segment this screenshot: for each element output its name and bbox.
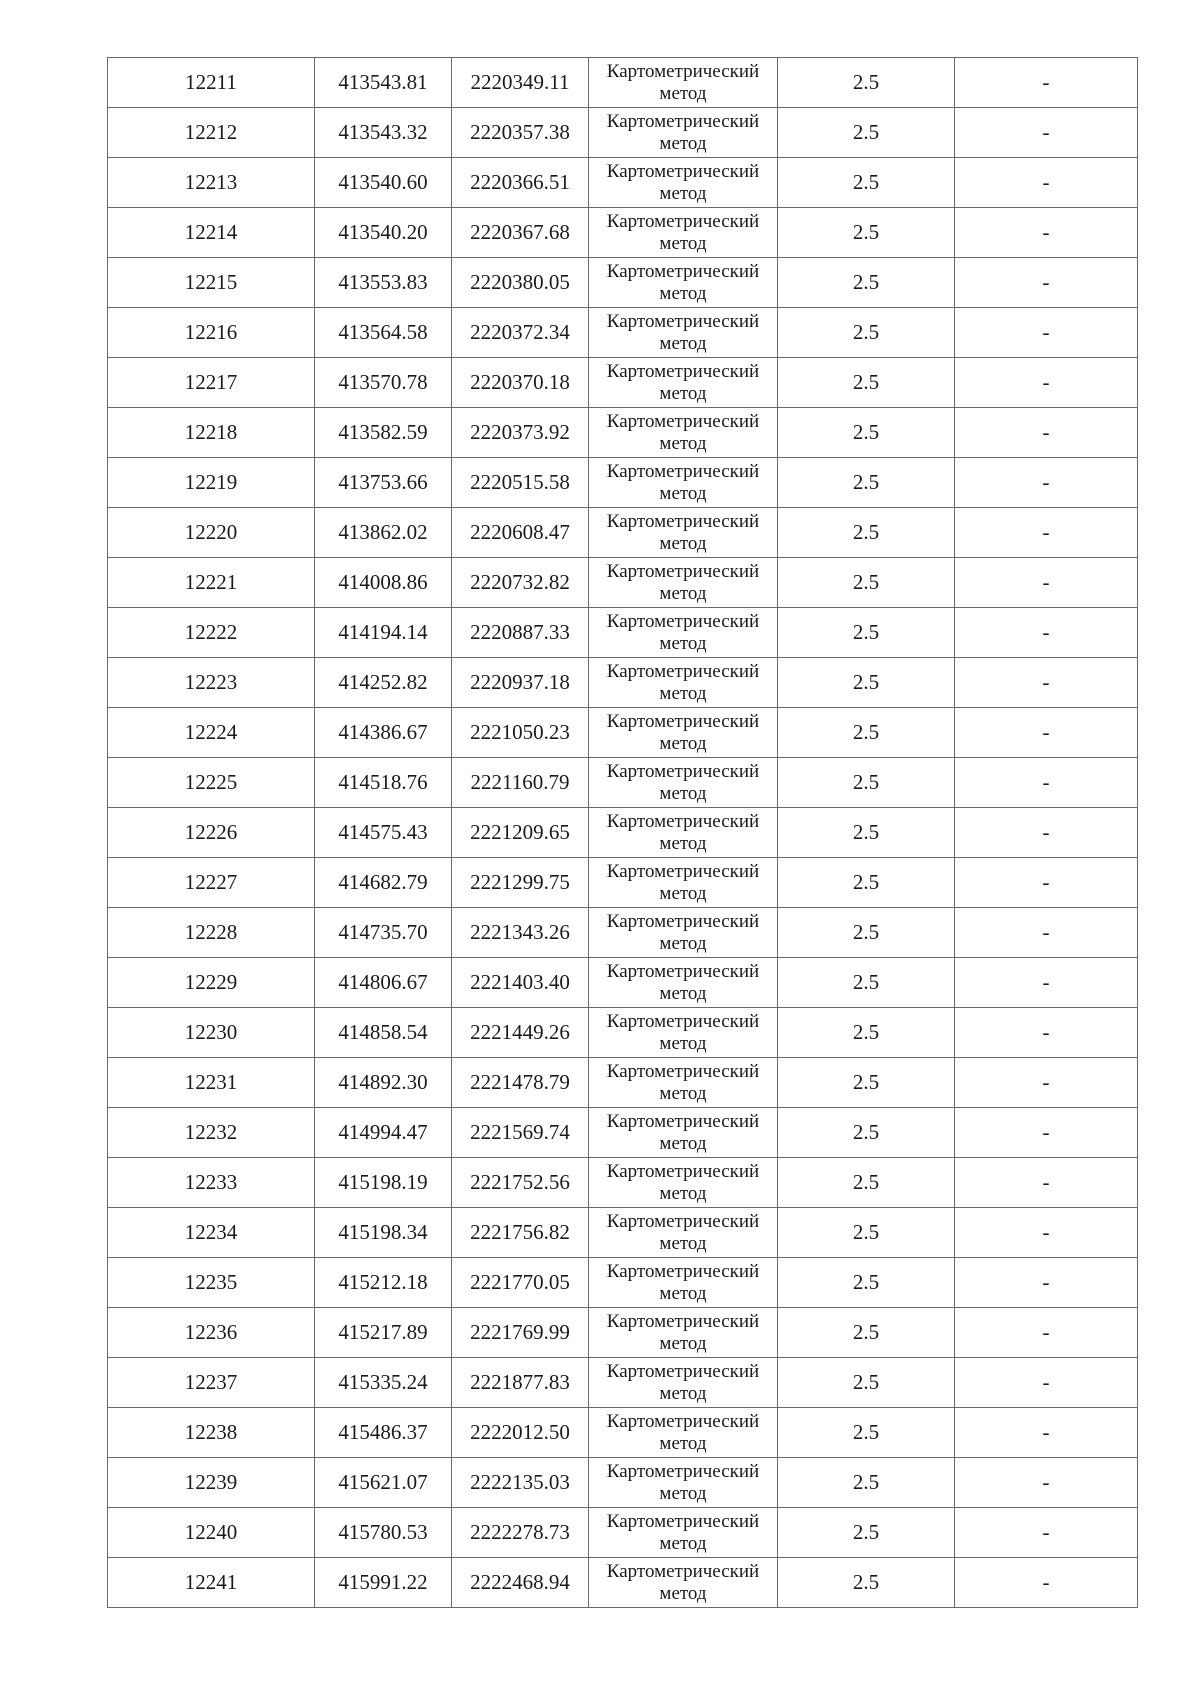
method-cell [589, 858, 778, 908]
table-row [108, 1258, 1138, 1308]
method-line-2: метод [659, 883, 707, 904]
x-coordinate-cell: 414735.70 [315, 908, 452, 958]
y-coordinate-cell: 2221756.82 [452, 1208, 589, 1258]
method-line-1: Картометрический [606, 1511, 760, 1532]
accuracy-cell: 2.5 [778, 908, 955, 958]
note-cell: - [955, 1158, 1138, 1208]
y-coordinate-cell: 2220367.68 [452, 208, 589, 258]
method-line-1: Картометрический [606, 1211, 760, 1232]
accuracy-cell: 2.5 [778, 808, 955, 858]
y-coordinate-cell: 2221160.79 [452, 758, 589, 808]
method-line-1: Картометрический [606, 461, 760, 482]
y-coordinate-cell: 2220366.51 [452, 158, 589, 208]
method-line-1: Картометрический [606, 1011, 760, 1032]
x-coordinate-cell: 413564.58 [315, 308, 452, 358]
method-cell [589, 458, 778, 508]
note-cell: - [955, 358, 1138, 408]
method-line-1: Картометрический [606, 511, 760, 532]
note-cell: - [955, 258, 1138, 308]
method-cell [589, 408, 778, 458]
table-row [108, 1508, 1138, 1558]
point-number-cell: 12236 [108, 1308, 315, 1358]
method-line-1: Картометрический [606, 361, 760, 382]
x-coordinate-cell: 415991.22 [315, 1558, 452, 1608]
method-line-2: метод [659, 1483, 707, 1504]
method-cell [589, 58, 778, 108]
method-cell [589, 758, 778, 808]
method-line-1: Картометрический [606, 811, 760, 832]
method-line-2: метод [659, 833, 707, 854]
accuracy-cell: 2.5 [778, 58, 955, 108]
method-line-2: метод [659, 83, 707, 104]
method-cell [589, 1108, 778, 1158]
table-row [108, 408, 1138, 458]
y-coordinate-cell: 2220373.92 [452, 408, 589, 458]
method-cell [589, 358, 778, 408]
method-cell [589, 958, 778, 1008]
table-row [108, 108, 1138, 158]
point-number-cell: 12227 [108, 858, 315, 908]
method-cell [589, 1408, 778, 1458]
y-coordinate-cell: 2222468.94 [452, 1558, 589, 1608]
accuracy-cell: 2.5 [778, 408, 955, 458]
note-cell: - [955, 1208, 1138, 1258]
y-coordinate-cell: 2221449.26 [452, 1008, 589, 1058]
x-coordinate-cell: 414858.54 [315, 1008, 452, 1058]
accuracy-cell: 2.5 [778, 958, 955, 1008]
table-row [108, 1208, 1138, 1258]
method-cell [589, 1258, 778, 1308]
accuracy-cell: 2.5 [778, 608, 955, 658]
accuracy-cell: 2.5 [778, 1208, 955, 1258]
method-line-2: метод [659, 1033, 707, 1054]
y-coordinate-cell: 2221752.56 [452, 1158, 589, 1208]
note-cell: - [955, 108, 1138, 158]
method-line-2: метод [659, 183, 707, 204]
x-coordinate-cell: 413553.83 [315, 258, 452, 308]
point-number-cell: 12237 [108, 1358, 315, 1408]
note-cell: - [955, 458, 1138, 508]
method-line-2: метод [659, 1083, 707, 1104]
accuracy-cell: 2.5 [778, 258, 955, 308]
method-line-1: Картометрический [606, 261, 760, 282]
x-coordinate-cell: 413862.02 [315, 508, 452, 558]
method-cell [589, 658, 778, 708]
accuracy-cell: 2.5 [778, 208, 955, 258]
point-number-cell: 12241 [108, 1558, 315, 1608]
method-cell [589, 1158, 778, 1208]
point-number-cell: 12230 [108, 1008, 315, 1058]
x-coordinate-cell: 414386.67 [315, 708, 452, 758]
point-number-cell: 12235 [108, 1258, 315, 1308]
method-line-2: метод [659, 1333, 707, 1354]
method-line-2: метод [659, 333, 707, 354]
note-cell: - [955, 1258, 1138, 1308]
method-cell [589, 608, 778, 658]
method-cell [589, 1558, 778, 1608]
point-number-cell: 12232 [108, 1108, 315, 1158]
method-line-2: метод [659, 783, 707, 804]
method-line-1: Картометрический [606, 1461, 760, 1482]
x-coordinate-cell: 414194.14 [315, 608, 452, 658]
y-coordinate-cell: 2221343.26 [452, 908, 589, 958]
table-row [108, 658, 1138, 708]
coordinates-table [107, 57, 1138, 1608]
point-number-cell: 12215 [108, 258, 315, 308]
point-number-cell: 12234 [108, 1208, 315, 1258]
y-coordinate-cell: 2222012.50 [452, 1408, 589, 1458]
y-coordinate-cell: 2220515.58 [452, 458, 589, 508]
table-row [108, 1308, 1138, 1358]
table-row [108, 1408, 1138, 1458]
method-line-1: Картометрический [606, 1561, 760, 1582]
x-coordinate-cell: 413570.78 [315, 358, 452, 408]
method-line-1: Картометрический [606, 661, 760, 682]
note-cell: - [955, 208, 1138, 258]
point-number-cell: 12233 [108, 1158, 315, 1208]
table-row [108, 1108, 1138, 1158]
x-coordinate-cell: 415621.07 [315, 1458, 452, 1508]
x-coordinate-cell: 414994.47 [315, 1108, 452, 1158]
note-cell: - [955, 1108, 1138, 1158]
method-line-1: Картометрический [606, 1361, 760, 1382]
table-row [108, 858, 1138, 908]
x-coordinate-cell: 414252.82 [315, 658, 452, 708]
note-cell: - [955, 508, 1138, 558]
accuracy-cell: 2.5 [778, 508, 955, 558]
table-row [108, 258, 1138, 308]
y-coordinate-cell: 2220887.33 [452, 608, 589, 658]
accuracy-cell: 2.5 [778, 158, 955, 208]
table-row [108, 908, 1138, 958]
y-coordinate-cell: 2221209.65 [452, 808, 589, 858]
note-cell: - [955, 908, 1138, 958]
table-row [108, 1058, 1138, 1108]
method-line-2: метод [659, 583, 707, 604]
x-coordinate-cell: 413543.81 [315, 58, 452, 108]
point-number-cell: 12211 [108, 58, 315, 108]
accuracy-cell: 2.5 [778, 1008, 955, 1058]
table-row [108, 208, 1138, 258]
x-coordinate-cell: 415486.37 [315, 1408, 452, 1458]
accuracy-cell: 2.5 [778, 1408, 955, 1458]
point-number-cell: 12212 [108, 108, 315, 158]
note-cell: - [955, 1408, 1138, 1458]
method-cell [589, 1508, 778, 1558]
method-cell [589, 1058, 778, 1108]
accuracy-cell: 2.5 [778, 1308, 955, 1358]
method-line-2: метод [659, 633, 707, 654]
x-coordinate-cell: 414806.67 [315, 958, 452, 1008]
method-cell [589, 708, 778, 758]
y-coordinate-cell: 2221769.99 [452, 1308, 589, 1358]
method-line-1: Картометрический [606, 1311, 760, 1332]
method-line-1: Картометрический [606, 111, 760, 132]
point-number-cell: 12224 [108, 708, 315, 758]
x-coordinate-cell: 415335.24 [315, 1358, 452, 1408]
note-cell: - [955, 1358, 1138, 1408]
method-line-2: метод [659, 483, 707, 504]
method-cell [589, 308, 778, 358]
x-coordinate-cell: 415217.89 [315, 1308, 452, 1358]
point-number-cell: 12222 [108, 608, 315, 658]
note-cell: - [955, 658, 1138, 708]
point-number-cell: 12221 [108, 558, 315, 608]
point-number-cell: 12228 [108, 908, 315, 958]
point-number-cell: 12220 [108, 508, 315, 558]
x-coordinate-cell: 415198.34 [315, 1208, 452, 1258]
method-line-2: метод [659, 533, 707, 554]
method-line-1: Картометрический [606, 961, 760, 982]
note-cell: - [955, 1008, 1138, 1058]
note-cell: - [955, 408, 1138, 458]
method-cell [589, 158, 778, 208]
method-line-2: метод [659, 1533, 707, 1554]
y-coordinate-cell: 2220937.18 [452, 658, 589, 708]
point-number-cell: 12214 [108, 208, 315, 258]
x-coordinate-cell: 413543.32 [315, 108, 452, 158]
method-cell [589, 108, 778, 158]
method-line-1: Картометрический [606, 911, 760, 932]
method-line-1: Картометрический [606, 1261, 760, 1282]
method-cell [589, 1358, 778, 1408]
accuracy-cell: 2.5 [778, 1108, 955, 1158]
note-cell: - [955, 1308, 1138, 1358]
table-row [108, 158, 1138, 208]
note-cell: - [955, 1058, 1138, 1108]
table-row [108, 808, 1138, 858]
y-coordinate-cell: 2220380.05 [452, 258, 589, 308]
x-coordinate-cell: 414682.79 [315, 858, 452, 908]
accuracy-cell: 2.5 [778, 858, 955, 908]
method-line-1: Картометрический [606, 61, 760, 82]
table-row [108, 958, 1138, 1008]
accuracy-cell: 2.5 [778, 108, 955, 158]
note-cell: - [955, 1508, 1138, 1558]
note-cell: - [955, 808, 1138, 858]
point-number-cell: 12219 [108, 458, 315, 508]
y-coordinate-cell: 2220357.38 [452, 108, 589, 158]
note-cell: - [955, 758, 1138, 808]
table-row [108, 1158, 1138, 1208]
note-cell: - [955, 158, 1138, 208]
note-cell: - [955, 858, 1138, 908]
method-line-2: метод [659, 733, 707, 754]
accuracy-cell: 2.5 [778, 1058, 955, 1108]
point-number-cell: 12223 [108, 658, 315, 708]
method-line-1: Картометрический [606, 1111, 760, 1132]
method-line-2: метод [659, 383, 707, 404]
note-cell: - [955, 558, 1138, 608]
method-line-1: Картометрический [606, 311, 760, 332]
note-cell: - [955, 1558, 1138, 1608]
method-line-1: Картометрический [606, 761, 760, 782]
accuracy-cell: 2.5 [778, 358, 955, 408]
point-number-cell: 12240 [108, 1508, 315, 1558]
method-line-2: метод [659, 1433, 707, 1454]
y-coordinate-cell: 2220608.47 [452, 508, 589, 558]
method-cell [589, 908, 778, 958]
y-coordinate-cell: 2221569.74 [452, 1108, 589, 1158]
accuracy-cell: 2.5 [778, 758, 955, 808]
accuracy-cell: 2.5 [778, 708, 955, 758]
method-cell [589, 1208, 778, 1258]
note-cell: - [955, 1458, 1138, 1508]
x-coordinate-cell: 414575.43 [315, 808, 452, 858]
y-coordinate-cell: 2221877.83 [452, 1358, 589, 1408]
method-line-2: метод [659, 1183, 707, 1204]
method-cell [589, 1458, 778, 1508]
method-line-2: метод [659, 1283, 707, 1304]
table-row [108, 1008, 1138, 1058]
method-line-1: Картометрический [606, 161, 760, 182]
note-cell: - [955, 958, 1138, 1008]
method-line-2: метод [659, 1233, 707, 1254]
method-line-2: метод [659, 683, 707, 704]
table-row [108, 308, 1138, 358]
method-line-2: метод [659, 1383, 707, 1404]
y-coordinate-cell: 2221299.75 [452, 858, 589, 908]
method-cell [589, 1008, 778, 1058]
method-line-1: Картометрический [606, 1411, 760, 1432]
table-row [108, 458, 1138, 508]
y-coordinate-cell: 2221403.40 [452, 958, 589, 1008]
method-line-2: метод [659, 283, 707, 304]
accuracy-cell: 2.5 [778, 1258, 955, 1308]
note-cell: - [955, 708, 1138, 758]
accuracy-cell: 2.5 [778, 458, 955, 508]
point-number-cell: 12225 [108, 758, 315, 808]
accuracy-cell: 2.5 [778, 1508, 955, 1558]
table-row [108, 358, 1138, 408]
y-coordinate-cell: 2221050.23 [452, 708, 589, 758]
method-line-2: метод [659, 1133, 707, 1154]
point-number-cell: 12218 [108, 408, 315, 458]
accuracy-cell: 2.5 [778, 1358, 955, 1408]
x-coordinate-cell: 413540.60 [315, 158, 452, 208]
method-cell [589, 508, 778, 558]
method-cell [589, 558, 778, 608]
point-number-cell: 12217 [108, 358, 315, 408]
method-line-1: Картометрический [606, 711, 760, 732]
point-number-cell: 12216 [108, 308, 315, 358]
note-cell: - [955, 608, 1138, 658]
table-row [108, 1558, 1138, 1608]
method-line-1: Картометрический [606, 861, 760, 882]
point-number-cell: 12239 [108, 1458, 315, 1508]
table-row [108, 508, 1138, 558]
y-coordinate-cell: 2222278.73 [452, 1508, 589, 1558]
table-row [108, 708, 1138, 758]
x-coordinate-cell: 414008.86 [315, 558, 452, 608]
y-coordinate-cell: 2220732.82 [452, 558, 589, 608]
coordinates-table-body [108, 58, 1138, 1608]
point-number-cell: 12229 [108, 958, 315, 1008]
method-line-1: Картометрический [606, 211, 760, 232]
table-row [108, 1458, 1138, 1508]
method-cell [589, 1308, 778, 1358]
method-line-1: Картометрический [606, 611, 760, 632]
method-line-2: метод [659, 983, 707, 1004]
accuracy-cell: 2.5 [778, 1458, 955, 1508]
y-coordinate-cell: 2220372.34 [452, 308, 589, 358]
table-row [108, 58, 1138, 108]
point-number-cell: 12238 [108, 1408, 315, 1458]
method-line-1: Картометрический [606, 411, 760, 432]
x-coordinate-cell: 413753.66 [315, 458, 452, 508]
table-row [108, 758, 1138, 808]
table-row [108, 608, 1138, 658]
method-cell [589, 258, 778, 308]
accuracy-cell: 2.5 [778, 558, 955, 608]
method-cell [589, 208, 778, 258]
y-coordinate-cell: 2221770.05 [452, 1258, 589, 1308]
point-number-cell: 12213 [108, 158, 315, 208]
method-line-1: Картометрический [606, 1061, 760, 1082]
x-coordinate-cell: 415212.18 [315, 1258, 452, 1308]
x-coordinate-cell: 414892.30 [315, 1058, 452, 1108]
note-cell: - [955, 58, 1138, 108]
accuracy-cell: 2.5 [778, 308, 955, 358]
method-line-2: метод [659, 233, 707, 254]
x-coordinate-cell: 413540.20 [315, 208, 452, 258]
method-line-2: метод [659, 433, 707, 454]
method-cell [589, 808, 778, 858]
method-line-1: Картометрический [606, 561, 760, 582]
y-coordinate-cell: 2222135.03 [452, 1458, 589, 1508]
note-cell: - [955, 308, 1138, 358]
method-line-2: метод [659, 933, 707, 954]
x-coordinate-cell: 415198.19 [315, 1158, 452, 1208]
accuracy-cell: 2.5 [778, 1558, 955, 1608]
point-number-cell: 12226 [108, 808, 315, 858]
accuracy-cell: 2.5 [778, 658, 955, 708]
table-row [108, 558, 1138, 608]
y-coordinate-cell: 2220349.11 [452, 58, 589, 108]
method-line-2: метод [659, 133, 707, 154]
y-coordinate-cell: 2221478.79 [452, 1058, 589, 1108]
x-coordinate-cell: 415780.53 [315, 1508, 452, 1558]
table-row [108, 1358, 1138, 1408]
point-number-cell: 12231 [108, 1058, 315, 1108]
y-coordinate-cell: 2220370.18 [452, 358, 589, 408]
x-coordinate-cell: 414518.76 [315, 758, 452, 808]
x-coordinate-cell: 413582.59 [315, 408, 452, 458]
method-line-1: Картометрический [606, 1161, 760, 1182]
accuracy-cell: 2.5 [778, 1158, 955, 1208]
method-line-2: метод [659, 1583, 707, 1604]
